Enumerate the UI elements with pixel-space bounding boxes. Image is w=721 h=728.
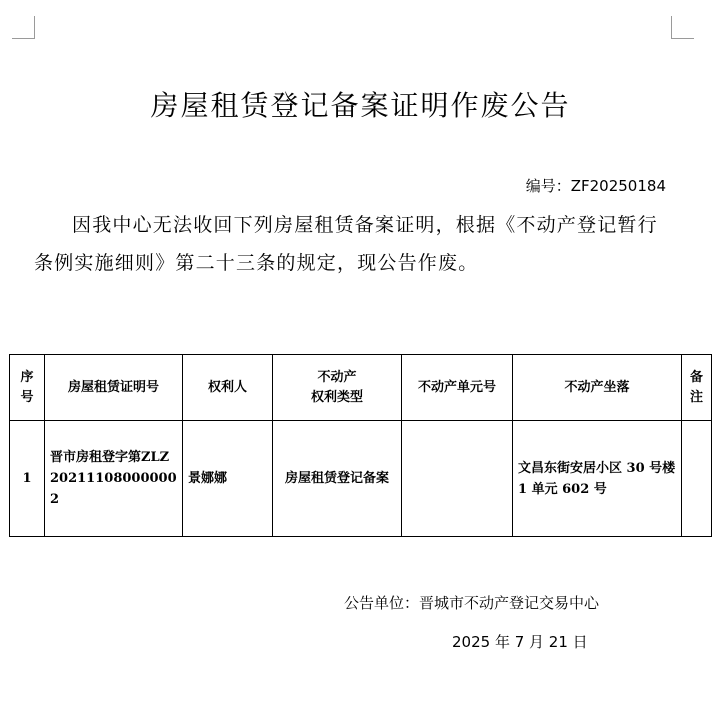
- notice-date: 2025 年 7 月 21 日: [452, 633, 588, 651]
- crop-mark-top-right: [671, 16, 694, 39]
- cell-location: 文昌东街安居小区 30 号楼 1 单元 602 号: [513, 421, 682, 537]
- table-header-row: [10, 355, 712, 421]
- header-seq: 序号: [10, 355, 45, 421]
- body-paragraph: 因我中心无法收回下列房屋租赁备案证明，根据《不动产登记暂行条例实施细则》第二十三条的规定，现公告作废。: [34, 214, 658, 274]
- header-cert-no: 房屋租赁证明号: [45, 355, 183, 421]
- document-title: 房屋租赁登记备案证明作废公告: [150, 89, 571, 122]
- cell-seq: 1: [10, 421, 45, 537]
- document-number: 编号：ZF20250184: [525, 177, 666, 195]
- header-remarks: 备注: [682, 355, 712, 421]
- cell-right-holder: 景娜娜: [183, 421, 273, 537]
- header-right-holder: 权利人: [183, 355, 273, 421]
- cell-unit-no: [402, 421, 513, 537]
- cell-right-type: 房屋租赁登记备案: [273, 421, 402, 537]
- crop-mark-top-left: [12, 16, 35, 39]
- void-certificate-table: [9, 354, 712, 537]
- issuer-line: 公告单位：晋城市不动产登记交易中心: [344, 594, 600, 612]
- cell-remarks: [682, 421, 712, 537]
- header-location: 不动产坐落: [513, 355, 682, 421]
- header-right-type: 不动产 权利类型: [273, 355, 402, 421]
- header-unit-no: 不动产单元号: [402, 355, 513, 421]
- cell-cert-no: 晋市房租登字第ZLZ202111080000002: [45, 421, 183, 537]
- table-row: [10, 421, 712, 537]
